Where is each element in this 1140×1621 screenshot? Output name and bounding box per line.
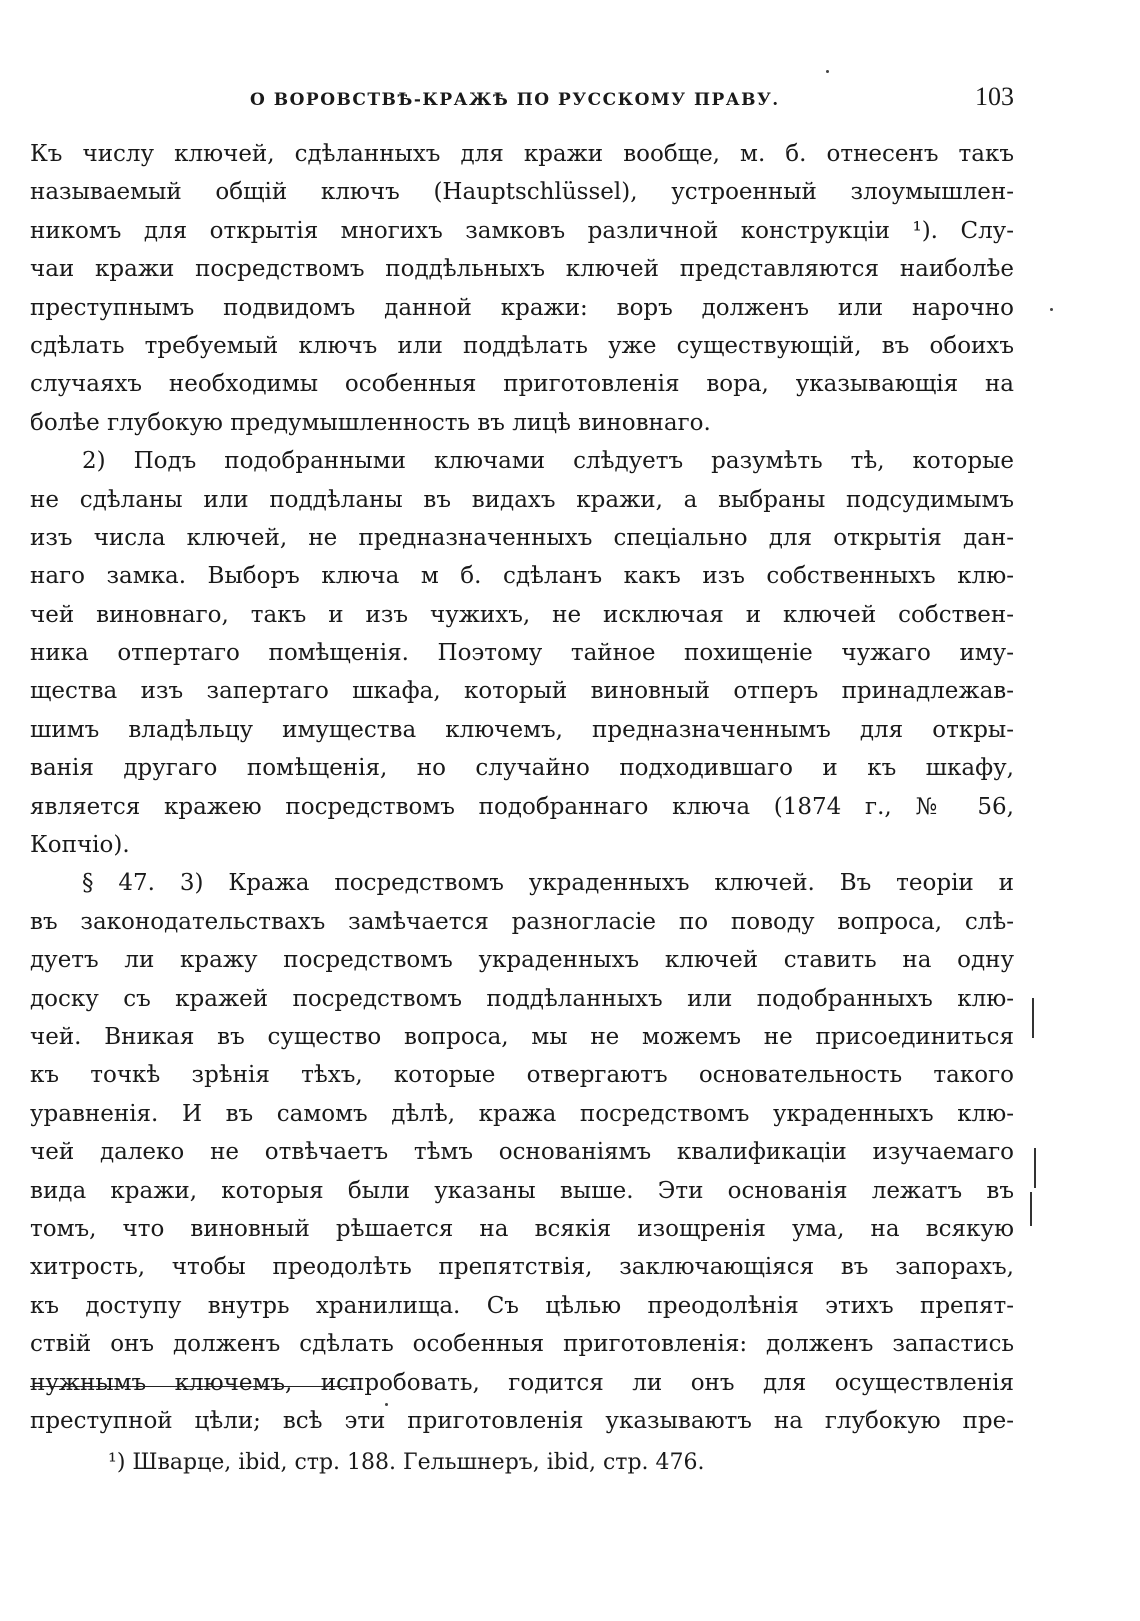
text-line xyxy=(30,404,1014,442)
text-line xyxy=(30,1287,1014,1325)
text-line-content: нужнымъ ключемъ, испробовать, годится ли онъ для осуществленія xyxy=(30,1369,1014,1396)
text-line xyxy=(30,672,1014,710)
text-line-content: чаи кражи посредствомъ поддѣльныхъ ключей представляются наиболѣе xyxy=(30,256,1014,283)
text-line-content: 2) Подъ подобранными ключами слѣдуетъ разумѣть тѣ, которые xyxy=(82,448,1014,475)
text-line-content: ствій онъ долженъ сдѣлать особенныя приготовленія: долженъ запастись xyxy=(30,1331,1014,1358)
text-line-content: уравненія. И въ самомъ дѣлѣ, кража посредствомъ украденныхъ клю- xyxy=(30,1100,1014,1127)
text-line-content: шимъ владѣльцу имущества ключемъ, предназначеннымъ для откры- xyxy=(30,716,1014,743)
text-line xyxy=(30,1095,1014,1133)
text-line xyxy=(30,980,1014,1018)
text-line xyxy=(30,442,1014,480)
text-line xyxy=(30,212,1014,250)
text-line-content: чей виновнаго, такъ и изъ чужихъ, не исключая и ключей собствен- xyxy=(30,601,1014,628)
text-line xyxy=(30,1210,1014,1248)
text-line-content: никомъ для открытія многихъ замковъ различной конструкціи ¹). Слу- xyxy=(30,217,1014,244)
text-line-content: къ доступу внутрь хранилища. Съ цѣлью преодолѣнія этихъ препят- xyxy=(30,1292,1014,1319)
text-line xyxy=(30,173,1014,211)
text-line-content: преступной цѣли; всѣ эти приготовленія указываютъ на глубокую пре- xyxy=(30,1407,1014,1434)
text-line xyxy=(30,749,1014,787)
text-line xyxy=(30,289,1014,327)
running-head: О ВОРОВСТВѢ-КРАЖѢ ПО РУССКОМУ ПРАВУ. xyxy=(250,90,780,110)
text-line xyxy=(30,519,1014,557)
text-line-content: хитрость, чтобы преодолѣть препятствія, заключающіяся въ запорахъ, xyxy=(30,1254,1014,1281)
margin-pencil-mark xyxy=(1030,1192,1032,1226)
text-line xyxy=(30,596,1014,634)
text-line xyxy=(30,1056,1014,1094)
text-line-content: не сдѣланы или поддѣланы въ видахъ кражи, а выбраны подсудимымъ xyxy=(30,486,1014,513)
text-line-content: въ законодательствахъ замѣчается разногласіе по поводу вопроса, слѣ- xyxy=(30,908,1014,935)
text-line xyxy=(30,365,1014,403)
text-line-content: преступнымъ подвидомъ данной кражи: воръ долженъ или нарочно xyxy=(30,294,1014,321)
text-line-content: Копчіо). xyxy=(30,832,130,859)
text-line xyxy=(30,1172,1014,1210)
text-line-content: называемый общій ключъ (Hauptschlüssel), устроенный злоумышлен- xyxy=(30,179,1014,206)
text-line-content: къ точкѣ зрѣнія тѣхъ, которые отвергаютъ основательность такого xyxy=(30,1062,1014,1089)
text-line xyxy=(30,788,1014,826)
text-line-content: вида кражи, которыя были указаны выше. Эти основанія лежатъ въ xyxy=(30,1177,1014,1204)
page-number: 103 xyxy=(975,82,1014,111)
page-header xyxy=(30,82,1014,122)
scan-speck xyxy=(385,1403,388,1406)
text-line-content: § 47. 3) Кража посредствомъ украденныхъ ключей. Въ теоріи и xyxy=(82,870,1014,897)
scan-speck xyxy=(1050,308,1053,311)
text-line xyxy=(30,1364,1014,1402)
text-line xyxy=(30,250,1014,288)
text-line xyxy=(30,1248,1014,1286)
footnote-marker: ¹) xyxy=(108,1450,126,1475)
text-line xyxy=(30,557,1014,595)
text-line-content: доску съ кражей посредствомъ поддѣланныхъ или подобранныхъ клю- xyxy=(30,985,1014,1012)
text-line-content: болѣе глубокую предумышленность въ лицѣ виновнаго. xyxy=(30,409,711,436)
text-line xyxy=(30,1402,1014,1440)
body-text xyxy=(30,135,1014,1440)
text-line-content: ника отпертаго помѣщенія. Поэтому тайное похищеніе чужаго иму- xyxy=(30,640,1014,667)
text-line xyxy=(30,826,1014,864)
text-line xyxy=(30,481,1014,519)
text-line-content: томъ, что виновный рѣшается на всякія изощренія ума, на всякую xyxy=(30,1215,1014,1242)
text-line xyxy=(30,941,1014,979)
text-line-content: чей. Вникая въ существо вопроса, мы не можемъ не присоединиться xyxy=(30,1023,1014,1050)
text-line-content: изъ числа ключей, не предназначенныхъ спеціально для открытія дан- xyxy=(30,524,1014,551)
text-line xyxy=(30,903,1014,941)
text-line-content: ванія другаго помѣщенія, но случайно подходившаго и къ шкафу, xyxy=(30,755,1014,782)
footnote xyxy=(108,1450,705,1475)
text-line xyxy=(30,711,1014,749)
margin-pencil-mark xyxy=(1034,1148,1036,1188)
text-line xyxy=(30,1133,1014,1171)
margin-pencil-mark xyxy=(1032,998,1034,1038)
text-line-content: сдѣлать требуемый ключъ или поддѣлать уже существующій, въ обоихъ xyxy=(30,332,1014,359)
footnote-divider xyxy=(30,1386,355,1387)
text-line xyxy=(30,1325,1014,1363)
text-line-content: случаяхъ необходимы особенныя приготовленія вора, указывающія на xyxy=(30,371,1014,398)
text-line-content: щества изъ запертаго шкафа, который виновный отперъ принадлежав- xyxy=(30,678,1014,705)
text-line-content: чей далеко не отвѣчаетъ тѣмъ основаніямъ квалификаціи изучаемаго xyxy=(30,1139,1014,1166)
text-line-content: является кражею посредствомъ подобраннаго ключа (1874 г., № 56, xyxy=(30,793,1014,820)
text-line xyxy=(30,327,1014,365)
footnote-text: Шварце, ibid, стр. 188. Гельшнеръ, ibid, стр. 476. xyxy=(132,1450,705,1475)
text-line-content: наго замка. Выборъ ключа м б. сдѣланъ какъ изъ собственныхъ клю- xyxy=(30,563,1014,590)
text-line xyxy=(30,864,1014,902)
text-line xyxy=(30,1018,1014,1056)
scan-speck xyxy=(826,70,829,73)
text-line-content: Къ числу ключей, сдѣланныхъ для кражи вообще, м. б. отнесенъ такъ xyxy=(30,141,1014,167)
text-line xyxy=(30,135,1014,173)
text-line-content: дуетъ ли кражу посредствомъ украденныхъ ключей ставить на одну xyxy=(30,947,1014,974)
text-line xyxy=(30,634,1014,672)
